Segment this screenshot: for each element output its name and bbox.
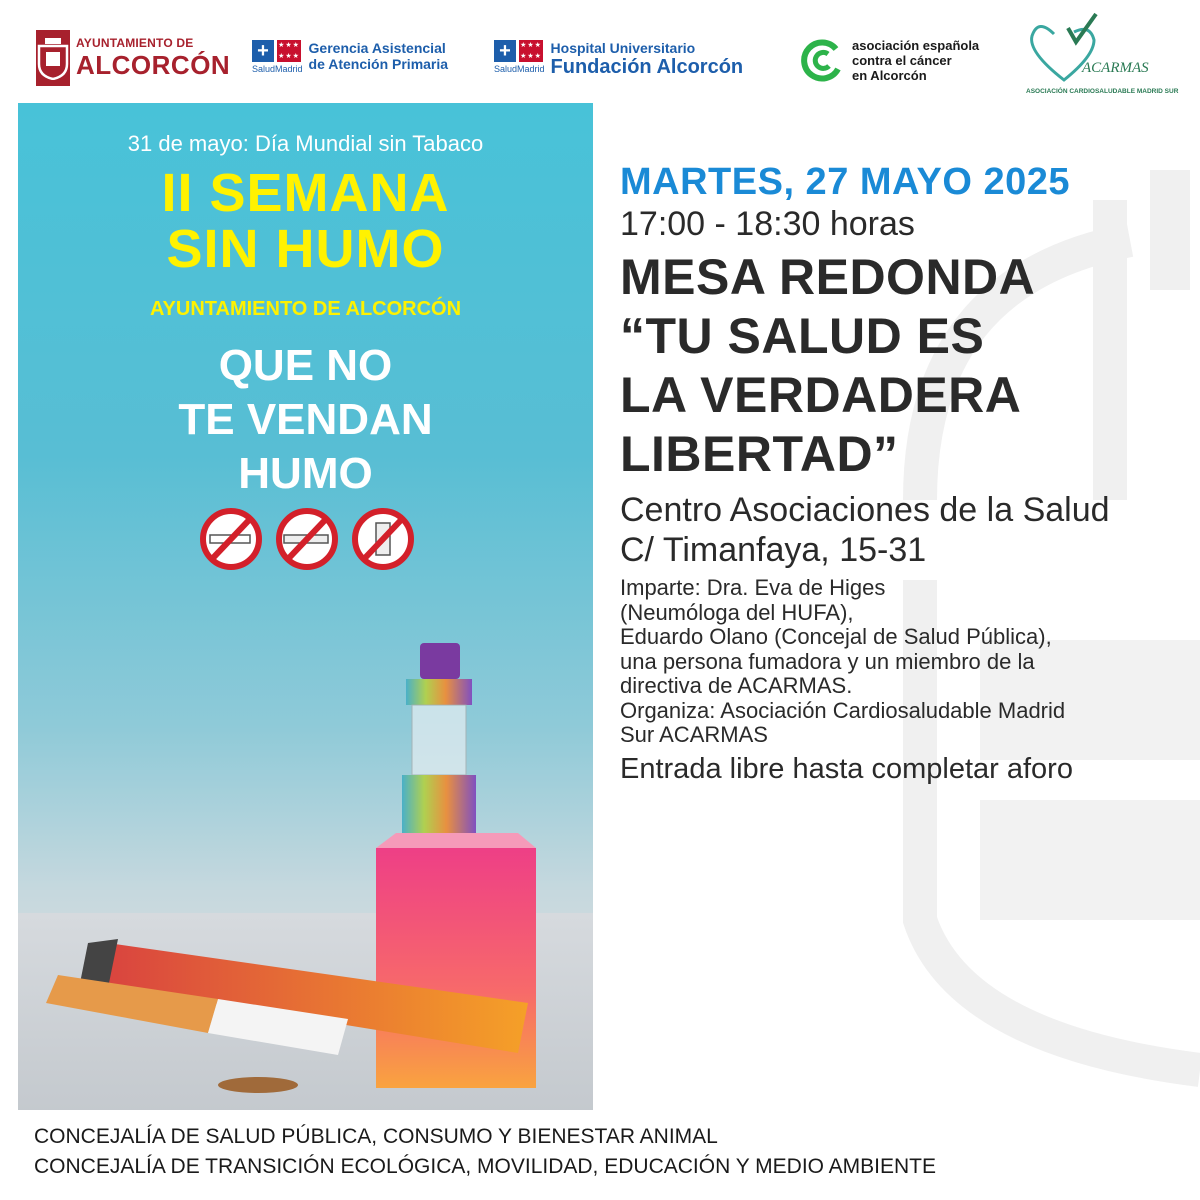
- poster-date-line: 31 de mayo: Día Mundial sin Tabaco: [127, 131, 484, 156]
- acarmas-name: ACARMAS: [1082, 60, 1149, 76]
- footer: [34, 1122, 1174, 1182]
- detail-line: (Neumóloga del HUFA),: [620, 599, 854, 625]
- poster-slogan-line1: QUE NO: [218, 341, 393, 390]
- poster-ayuntamiento: AYUNTAMIENTO DE ALCORCÓN: [149, 298, 462, 320]
- madrid-flag-icon: ★★★ ★★★: [278, 42, 300, 60]
- poster-slogan: [18, 339, 593, 501]
- detail-line: Eduardo Olano (Concejal de Salud Pública),: [620, 624, 1052, 649]
- no-cigarette-icon: [203, 511, 259, 567]
- gerencia-line1: Gerencia Asistencial: [308, 40, 446, 56]
- event-venue-address: C/ Timanfaya, 15-31: [620, 531, 927, 569]
- gerencia-line2: de Atención Primaria: [308, 56, 449, 72]
- salud-cross-icon: +: [494, 40, 516, 62]
- detail-line: Sur ACARMAS: [620, 722, 768, 747]
- alcorcon-label: ALCORCÓN: [76, 49, 231, 80]
- event-title-line4: LIBERTAD”: [620, 426, 899, 482]
- ayuntamiento-alcorcon-logo: [36, 30, 231, 86]
- footer-line2: CONCEJALÍA DE TRANSICIÓN ECOLÓGICA, MOVILIDAD, EDUCACIÓN Y MEDIO AMBIENTE: [34, 1155, 937, 1178]
- vape-top-ring: [406, 679, 472, 705]
- saludmadrid-label: SaludMadrid: [494, 64, 545, 74]
- heart-check-icon: [1024, 12, 1180, 92]
- detail-line: Organiza: Asociación Cardiosaludable Madrid: [620, 697, 1066, 723]
- no-smoking-icons: [198, 501, 418, 571]
- poster-slogan-line2: TE VENDAN: [178, 395, 433, 444]
- no-ecigarette-icon: [279, 511, 335, 567]
- vape-tank: [412, 705, 466, 775]
- saludmadrid-label: SaludMadrid: [252, 64, 303, 74]
- event-title: [620, 248, 1180, 484]
- poster-slogan-line3: HUMO: [238, 449, 373, 498]
- aecc-logo: [798, 34, 988, 86]
- event-venue-name: Centro Asociaciones de la Salud: [620, 491, 1110, 529]
- event-info: [620, 160, 1180, 786]
- event-details: [620, 576, 1180, 748]
- poster-semana-title: [18, 165, 593, 277]
- madrid-flag-icon: ★★★ ★★★: [520, 42, 542, 60]
- vape-and-cigarette-illustration: [18, 643, 593, 1103]
- event-venue: [620, 490, 1180, 570]
- detail-line: una persona fumadora y un miembro de la: [620, 648, 1035, 674]
- ayuntamiento-label: AYUNTAMIENTO DE: [76, 35, 194, 50]
- aecc-line1: asociación española: [852, 37, 980, 53]
- hospital-line1: Hospital Universitario: [550, 40, 696, 56]
- hospital-line2: Fundación Alcorcón: [550, 56, 744, 78]
- poster-semana-line1: II SEMANA: [161, 163, 450, 223]
- aecc-line2: contra el cáncer: [852, 52, 952, 68]
- logo-bar: [0, 0, 1200, 110]
- hospital-fundacion-alcorcon-logo: [494, 40, 784, 80]
- detail-line: directiva de ACARMAS.: [620, 673, 853, 698]
- event-entry: Entrada libre hasta completar aforo: [620, 752, 1073, 785]
- gerencia-atencion-primaria-logo: [252, 40, 472, 80]
- event-title-line3: LA VERDADERA: [620, 367, 1022, 423]
- vape-drip-tip: [420, 643, 460, 679]
- event-title-line1: MESA REDONDA: [620, 249, 1036, 305]
- footer-line1: CONCEJALÍA DE SALUD PÚBLICA, CONSUMO Y BIENESTAR ANIMAL: [34, 1125, 718, 1148]
- acarmas-subtitle: ASOCIACIÓN CARDIOSALUDABLE MADRID SUR: [1026, 88, 1179, 95]
- aecc-line3: en Alcorcón: [852, 67, 927, 83]
- event-title-line2: “TU SALUD ES: [620, 308, 985, 364]
- salud-cross-icon: +: [252, 40, 274, 62]
- no-vape-icon: [355, 511, 411, 567]
- event-time: 17:00 - 18:30 horas: [620, 205, 915, 243]
- alcorcon-shield-icon: [36, 30, 70, 86]
- campaign-poster: [18, 103, 593, 1110]
- aecc-ring-icon: [798, 37, 844, 83]
- acarmas-logo: [1024, 12, 1180, 102]
- poster-semana-line2: SIN HUMO: [166, 219, 445, 279]
- event-date: MARTES, 27 MAYO 2025: [620, 161, 1070, 203]
- detail-line: Imparte: Dra. Eva de Higes: [620, 575, 886, 600]
